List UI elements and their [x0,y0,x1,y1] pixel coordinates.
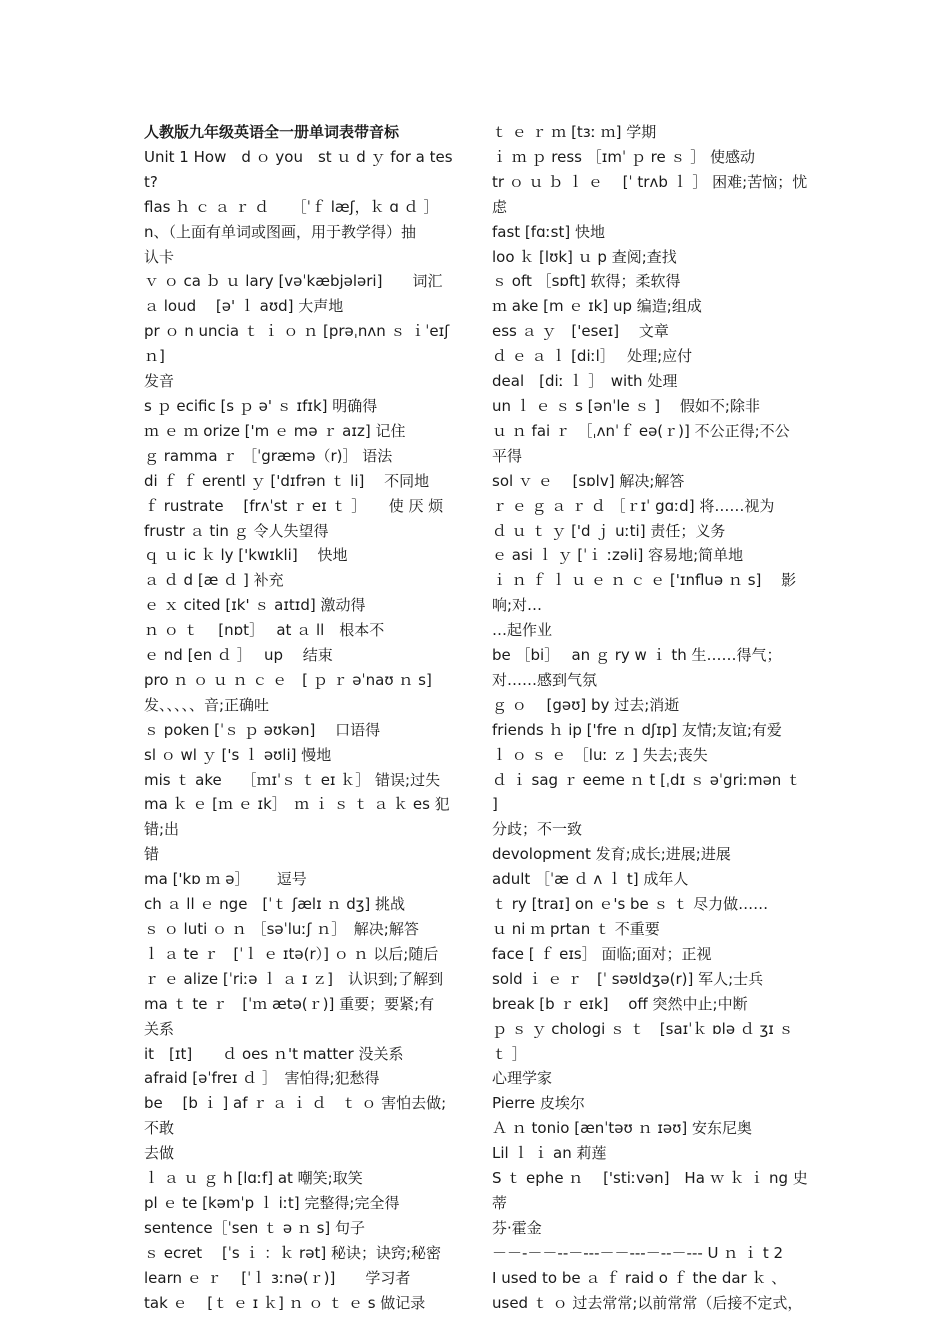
vocabulary-line: afraid [əˈfreɪ ｄ ］ 害怕得;犯愁得 [144,1069,380,1088]
vocabulary-line: un ｌ ｅ ｓ s [ənˈle ｓ ] 假如不;除非 [492,396,760,415]
vocabulary-line: sold ｉ ｅ ｒ [ˈ səʊldʒə(r)] 军人;士兵 [492,969,764,988]
vocabulary-line: ｌ ａ te ｒ [ˈｌ ｅ ɪtə(r）] ｏ ｎ 以后;随后 [144,944,439,963]
vocabulary-line: 发、、、、、音;正确吐 [144,695,270,714]
vocabulary-line: ｉ ｍ ｐ ress ［ɪmˈ ｐ re ｓ ］ 使感动 [492,147,755,166]
vocabulary-line: ｅ nd [en ｄ ］ up 结束 [144,646,333,665]
vocabulary-line: be ［bi］ an ｇ ry w ｉ th 生……得气； [492,646,782,665]
vocabulary-line: ｄ ｉ sag ｒ eeme ｎ t [ˌdɪ ｓ əˈgriːmən ｔ ] [492,770,806,814]
vocabulary-line: face [ ｆ eɪs］ 面临;面对；正视 [492,944,712,963]
vocabulary-line: 发音 [144,372,175,391]
left-column [144,120,460,1316]
vocabulary-line: ｅ ｘ cited [ɪk' ｓ aɪtɪd] 激动得 [144,596,366,615]
vocabulary-line: ｕ ni ｍ prtan ｔ 不重要 [492,920,660,938]
vocabulary-line: …起作业 [492,621,553,640]
vocabulary-line: pr ｏ n uncia ｔ ｉ ｏ ｎ [prəˌnʌn ｓ ｉˈeɪʃ ｎ] [144,322,455,366]
vocabulary-line: ｓ ecret [ˈs ｉ ：ｋ rət] 秘诀；诀窍;秘密 [144,1243,442,1262]
vocabulary-line: 去做 [144,1144,175,1163]
vocabulary-line: pl ｅ te [kəmˈp ｌ iːt] 完整得;完全得 [144,1193,400,1212]
vocabulary-line: deal [diː ｌ ］ with 处理 [492,372,678,391]
vocabulary-line: learn ｅ ｒ [ˈｌ ɜːnə(ｒ)] 学习者 [144,1268,411,1287]
vocabulary-line: 分歧；不一致 [492,820,583,839]
vocabulary-line: ｔ ry [traɪ] on ｅ's be ｓ ｔ 尽力做…… [492,895,769,914]
vocabulary-line: flas ｈ ｃ ａ ｒ ｄ ［ˈｆ læʃ，ｋ ɑ ｄ ］ [144,197,439,216]
vocabulary-line: Unit 1 How d ｏ you st ｕ d ｙ for a test? [144,147,453,191]
vocabulary-line: ｄ ｕ ｔ ｙ ['d ｊ uːti] 责任；义务 [492,521,726,540]
vocabulary-line: ｇ ｏ [gəʊ] by 过去;消逝 [492,695,680,714]
vocabulary-line: ｖ ｏ ca ｂ ｕ lary [vəˈkæbjələri] 词汇 [144,272,443,291]
vocabulary-line: ｄ ｅ ａ ｌ [diːl］ 处理;应付 [492,347,693,366]
vocabulary-line: I used to be ａ ｆ raid o ｆ the dar ｋ 、 [492,1268,787,1287]
vocabulary-line: sol ｖ ｅ [sɒlv] 解决;解答 [492,471,685,490]
vocabulary-line: ch ａ ll ｅ nge [ˈｔ ʃælɪ ｎ dʒ] 挑战 [144,895,406,914]
vocabulary-line: it [ɪt] ｄ oes ｎ't matter 没关系 [144,1044,404,1063]
vocabulary-line: ｉ ｎ ｆ ｌ ｕ ｅ ｎ ｃ ｅ ['ɪnfluə ｎ s] 影响;对… [492,571,797,615]
vocabulary-line: adult ［ˈæ ｄ ʌ ｌ t] 成年人 [492,870,689,889]
vocabulary-line: ｓ oft ［sɒft] 软得；柔软得 [492,272,681,291]
vocabulary-line: frustr ａ tin ｇ 令人失望得 [144,521,329,540]
vocabulary-line: ess ａ ｙ ['eseɪ] 文章 [492,322,669,341]
vocabulary-line: devolopment 发育;成长;进展;进展 [492,845,731,864]
vocabulary-line: ｕ ｎ fai ｒ ［ˌʌnˈｆ eə(ｒ)] 不公正得;不公 [492,421,790,440]
vocabulary-line: 平得 [492,446,523,465]
vocabulary-line: break [b ｒ eɪk] off 突然中止;中断 [492,994,748,1013]
vocabulary-line: ａ loud [ə' ｌ aʊd] 大声地 [144,297,344,316]
vocabulary-line: ｆ rustrate [frʌˈst ｒ eɪ ｔ ］ 使 厌 烦 [144,496,444,515]
vocabulary-line: Pierre 皮埃尔 [492,1094,585,1113]
right-column [492,120,810,1316]
vocabulary-line: mis ｔ ake ［ｍɪˈｓ ｔ eɪ ｋ］ 错误;过失 [144,770,441,789]
vocabulary-line: ｔ ｅ ｒ ｍ [tɜː ｍ] 学期 [492,123,657,141]
vocabulary-line: ｅ asi ｌ ｙ [ˈｉ ːzəli] 容易地;简单地 [492,546,744,565]
vocabulary-line: pro ｎ ｏ ｕ ｎ ｃ ｅ [ ｐ ｒ əˈnaʊ ｎ s] [144,670,432,689]
vocabulary-line: 心理学家 [492,1069,553,1088]
vocabulary-line: n、（上面有单词或图画，用于教学得）抽 [144,222,417,241]
vocabulary-line: 对……感到气氛 [492,670,598,689]
vocabulary-line: ma ['kɒ ｍ ə］ 逗号 [144,870,307,889]
vocabulary-line: ｇ ramma ｒ ［ˈgræmə（r)］ 语法 [144,446,393,465]
vocabulary-line: sentence［ˈsen ｔ ə ｎ s] 句子 [144,1218,366,1237]
vocabulary-line: s ｐ ecific [s ｐ ə' ｓ ɪfɪk] 明确得 [144,396,378,415]
vocabulary-line: tak ｅ [ｔ ｅ ɪ ｋ] ｎ ｏ ｔ ｅ s 做记录 [144,1293,426,1312]
document-title: 人教版九年级英语全一册单词表带音标 [144,123,400,141]
vocabulary-line: －－-－－--－---－－---－--－--- U ｎ ｉ t 2 [492,1243,784,1262]
vocabulary-line: ｐ ｓ ｙ chologi ｓ ｔ [saɪˈｋ ɒlə ｄ ʒɪ ｓ ｔ ］ [492,1019,799,1063]
vocabulary-line: ｍ ake [m ｅ ɪk] up 编造;组成 [492,297,702,316]
vocabulary-line: 错 [144,845,160,864]
vocabulary-line: ｒ ｅ ｇ ａ ｒ ｄ ［ｒɪˈ gɑːd] 将……视为 [492,496,775,515]
vocabulary-line: ｎ ｏ ｔ [nɒt］ at ａ ll 根本不 [144,621,385,640]
vocabulary-line: be [b ｉ ] af ｒ ａ ｉ ｄ ｔ ｏ 害怕去做;不敢 [144,1094,447,1138]
vocabulary-line: ａ ｄ d [æ ｄ ] 补充 [144,571,284,590]
vocabulary-line: S ｔ ephe ｎ ['stiːvən] Ha ｗ ｋ ｉ ng 史蒂 [492,1169,808,1212]
vocabulary-line: fast [fɑːst] 快地 [492,222,605,241]
vocabulary-line: 芬·霍金 [492,1218,542,1237]
vocabulary-line: sl ｏ wl ｙ ['s ｌ əʊli] 慢地 [144,745,332,764]
vocabulary-line: loo ｋ [lʊk] ｕ p 查阅;查找 [492,247,677,266]
vocabulary-line: 认卡 [144,247,175,266]
right-vocabulary-list [492,120,810,1316]
vocabulary-line: tr ｏ ｕ ｂ ｌ ｅ [ˈ trʌb ｌ ］ 困难;苦恼；忧 [492,172,808,191]
vocabulary-line: ma ｔ te ｒ [ˈｍ ætə(ｒ)] 重要；要紧;有 [144,994,435,1013]
vocabulary-line: ｓ poken [ˈｓ ｐ əʊkən] 口语得 [144,720,381,739]
vocabulary-line: ｒ ｅ alize [ˈriːə ｌ ａ ɪ ｚ] 认识到;了解到 [144,969,444,988]
vocabulary-line: 虑 [492,197,508,216]
vocabulary-line: ma ｋ ｅ [ｍ ｅ ɪk］ ｍ ｉ ｓ ｔ ａ ｋ es 犯错;出 [144,795,450,839]
vocabulary-line: ｌ ａ ｕ ｇ h [lɑːf] at 嘲笑;取笑 [144,1169,363,1188]
vocabulary-line: Ａ ｎ tonio [ænˈtəʊ ｎ ɪəʊ] 安东尼奥 [492,1119,753,1138]
vocabulary-line: ｌ ｏ ｓ ｅ ［luː ｚ ] 失去;丧失 [492,745,708,764]
vocabulary-line: 关系 [144,1019,175,1038]
vocabulary-line: ｑ ｕ ic ｋ ly ['kwɪkli] 快地 [144,546,348,565]
vocabulary-line: friends ｈ ip ['fre ｎ dʃɪp] 友情;友谊;有爱 [492,720,782,739]
vocabulary-line: ｓ ｏ luti ｏ ｎ ［səˈluːʃ ｎ］ 解决;解答 [144,920,419,938]
vocabulary-line: di ｆ ｆ erentl ｙ ['dɪfrən ｔ li] 不同地 [144,471,430,490]
vocabulary-line: used ｔ ｏ 过去常常;以前常常（后接不定式， [492,1293,803,1312]
vocabulary-line: ｍ ｅ ｍ orize ['m ｅ mə ｒ aɪz] 记住 [144,421,406,440]
vocabulary-line: Lil ｌ ｉ an 莉莲 [492,1144,607,1163]
left-vocabulary-list [144,145,460,1316]
